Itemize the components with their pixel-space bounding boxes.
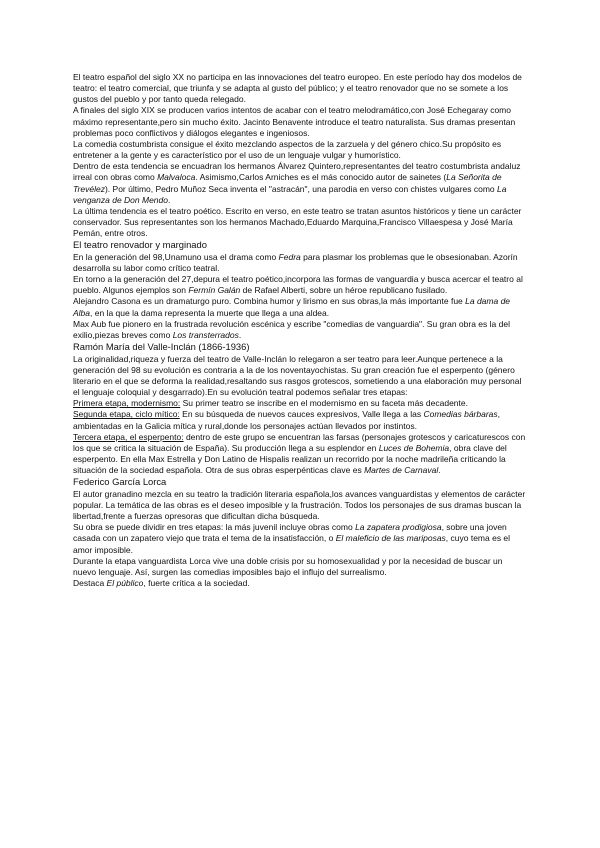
stage-label: Tercera etapa, el esperpento: xyxy=(73,431,184,442)
stage-label: Segunda etapa, ciclo mítico: xyxy=(73,409,180,420)
work-title: La dama de Alba xyxy=(73,296,511,318)
text-run: En torno a la generación del 27,depura el teatro poético,incorpora las formas de vanguardia y busca acercar el teatro al pueblo. Algunos ejemplos son xyxy=(73,274,523,296)
text-run: , obra clave del esperpento. En ella Max Estrella y Don Latino de Hispalis realizan un recorrido por la noche madrileña criticando la situación de la sociedad española. Otra de sus obras esperpénticas clave es xyxy=(73,442,507,476)
work-title: Fermín Galán xyxy=(188,285,241,296)
text-run: dentro de este grupo se encuentran las farsas (personajes grotescos y caricaturescos con los que se critica la situación de España). Su producción llega a su esplendor en xyxy=(73,431,526,453)
work-title: La Señorita de Trevélez xyxy=(73,172,502,194)
paragraph xyxy=(73,252,528,274)
paragraph xyxy=(73,161,528,206)
text-run: Su primer teatro se inscribe en el modernismo en su faceta más decadente. xyxy=(180,398,468,409)
text-run: . Asimismo,Carlos Arniches es el más conocido autor de sainetes ( xyxy=(195,172,447,183)
text-run: de Rafael Alberti, sobre un héroe republicano fusilado. xyxy=(240,285,448,296)
paragraph xyxy=(73,432,528,477)
text-run: Dentro de esta tendencia se encuadran los hermanos Álvarez Quintero,representantes del teatro costumbrista andaluz irreal con obras como xyxy=(73,161,521,183)
paragraph xyxy=(73,398,528,409)
work-title: Luces de Bohemia xyxy=(378,442,450,453)
text-run: . xyxy=(438,465,441,476)
text-run: Alejandro Casona es un dramaturgo puro. Combina humor y lirismo en sus obras,la más importante fue xyxy=(73,296,466,307)
work-title: El público xyxy=(106,578,144,589)
text-run: Destaca xyxy=(73,578,107,589)
text-run: En la generación del 98,Unamuno usa el drama como xyxy=(73,251,279,262)
stage-label: Primera etapa, modernismo: xyxy=(73,398,181,409)
text-run: . xyxy=(238,329,242,340)
paragraph xyxy=(73,296,528,318)
text-run: Max Aub fue pionero en la frustrada revolución escénica y escribe "comedias de vanguardia". Su gran obra es la del exilio,piezas breves como xyxy=(73,318,510,340)
work-title: Fedra xyxy=(278,251,301,262)
paragraph: La comedia costumbrista consigue el éxito mezclando aspectos de la zarzuela y del género chico.Su propósito es entretener a la gente y es característico por el uso de un lenguaje vulgar y humorístico. xyxy=(73,138,502,161)
text-run: , fuerte crítica a la sociedad. xyxy=(143,578,250,589)
section-heading: El teatro renovador y marginado xyxy=(73,239,207,251)
section-heading: Ramón María del Valle-Inclán (1866-1936) xyxy=(73,341,250,353)
text-run: Su obra se puede dividir en tres etapas: la más juvenil incluye obras como xyxy=(73,522,356,533)
paragraph: El autor granadino mezcla en su teatro la tradición literaria española,los avances vanguardistas y elementos de carácter popular. La temática de las obras es el deseo imposible y la frustración. Todos los personajes de sus dramas buscan la libertad,frente a fuerzas opresoras que dificultan dicha búsqueda. xyxy=(73,488,526,522)
text-run: . xyxy=(168,194,171,205)
text-run: En su búsqueda de nuevos cauces expresivos, Valle llega a las xyxy=(179,409,424,420)
work-title: La venganza de Don Mendo xyxy=(73,183,507,205)
document-page xyxy=(73,72,528,589)
text-run: , cuyo tema es el amor imposible. xyxy=(73,533,511,555)
work-title: Martes de Carnaval xyxy=(364,465,439,476)
paragraph: Durante la etapa vanguardista Lorca vive una doble crisis por su homosexualidad y por la necesidad de buscar un nuevo lenguaje. Así, surgen las comedias imposibles bajo el influjo del surrealismo. xyxy=(73,555,503,577)
work-title: Los transterrados xyxy=(172,329,239,340)
paragraph xyxy=(73,274,528,296)
text-run: , en la que la dama representa la muerte que llega a una aldea. xyxy=(90,307,330,318)
text-run: para plasmar los problemas que le obsesionaban. Azorín desarrolla su labor como crítico teatral. xyxy=(73,251,518,273)
paragraph: La originalidad,riqueza y fuerza del teatro de Valle-Inclán lo relegaron a ser teatro para leer.Aunque pertenece a la generación del 98 su evolución es contraria a la de los noventayochistas. Su gran creación fue el esperpento (género literario en el que se deforma la realidad,resaltando sus rasgos grotescos, sometiendo a una elaboración muy personal el lenguaje coloquial y desgarrado).En su evolución teatral podemos señalar tres etapas: xyxy=(73,353,522,398)
paragraph xyxy=(73,578,528,589)
paragraph xyxy=(73,522,528,555)
text-run: , ambientadas en la Galicia mítica y rural,donde los personajes actúan llevados por instintos. xyxy=(73,409,501,431)
paragraph: A finales del siglo XIX se producen varios intentos de acabar con el teatro melodramático,con José Echegaray como máximo representante,pero sin mucho éxito. Jacinto Benavente introduce el teatro naturalista. Sus dramas presentan problemas poco conflictivos y diálogos elegantes e ingeniosos. xyxy=(73,105,516,138)
section-heading: Federico García Lorca xyxy=(73,476,167,488)
paragraph xyxy=(73,409,528,431)
work-title: Malvaloca xyxy=(157,172,196,183)
paragraph: La última tendencia es el teatro poético. Escrito en verso, en este teatro se tratan asuntos históricos y tiene un carácter conservador. Sus representantes son los hermanos Machado,Eduardo Marquina,Francisco Villaespesa y José María Pemán, entre otros. xyxy=(73,205,522,239)
work-title: Comedias bárbaras xyxy=(423,409,498,420)
text-run: , sobre una joven casada con un zapatero viejo que trata el tema de la insatisfacción, o xyxy=(73,522,507,544)
paragraph: El teatro español del siglo XX no participa en las innovaciones del teatro europeo. En este período hay dos modelos de teatro: el teatro comercial, que triunfa y se adapta al gusto del público; y el teatro renovador que no se somete a los gustos del pueblo y por tanto queda relegado. xyxy=(73,72,522,105)
text-run: ). Por último, Pedro Muñoz Seca inventa el "astracán", una parodia en verso con chistes vulgares como xyxy=(104,183,498,194)
work-title: El maleficio de las mariposas xyxy=(335,533,446,544)
paragraph xyxy=(73,319,528,341)
work-title: La zapatera prodigiosa xyxy=(355,522,442,533)
